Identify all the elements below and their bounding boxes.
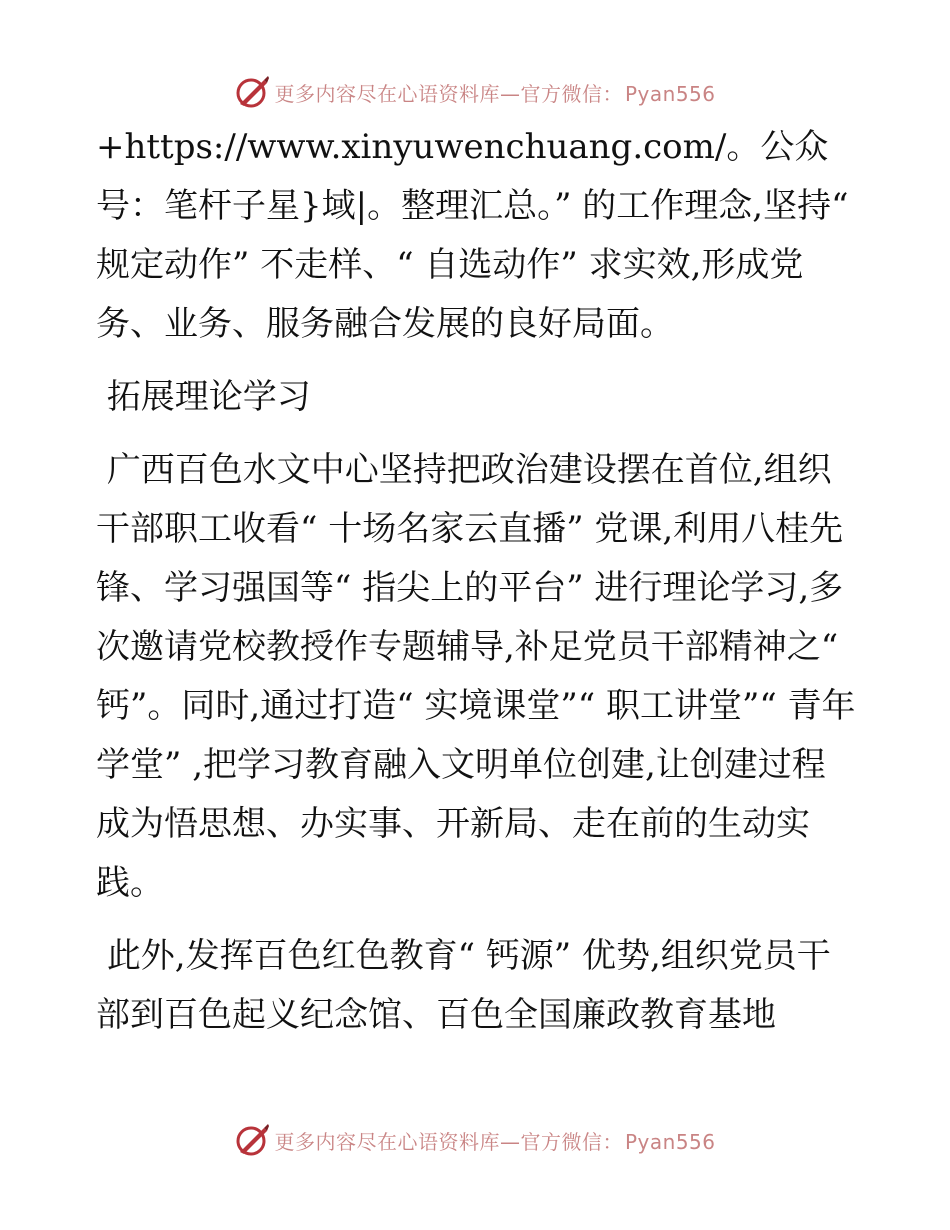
paragraph-2: 广西百色水文中心坚持把政治建设摆在首位,组织干部职工收看“ 十场名家云直播” 党课,利用八桂先锋、学习强国等“ 指尖上的平台” 进行理论学习,多次邀请党校教授作专题辅导,补足党员干部精神之“ 钙”。同时,通过打造“ 实境课堂”“ 职工讲堂”“ 青年学堂” ,把学习教育融入文明单位创建,让创建过程成为悟思想、办实事、开新局、走在前的生动实践。 [96,450,856,903]
footer-watermark [0,1120,950,1160]
paragraph-3: 此外,发挥百色红色教育“ 钙源” 优势,组织党员干部到百色起义纪念馆、百色全国廉政教育基地 [96,936,831,1035]
section-heading: 拓展理论学习 [96,377,311,417]
paragraph-1: +https://www.xinyuwenchuang.com/。公众号：笔杆子星}域|。整理汇总。” 的工作理念,坚持“ 规定动作” 不走样、“ 自选动作” 求实效,形成党务、业务、服务融合发展的良好局面。 [96,127,860,344]
wechat-id: Pyan556 [624,1129,716,1154]
document-body [96,118,860,1045]
header-watermark [0,72,950,112]
pen-logo-icon [234,1122,270,1158]
wechat-id: Pyan556 [624,81,716,106]
pen-logo-icon [234,74,270,110]
watermark-text: 更多内容尽在心语资料库—官方微信： Pyan556 [274,81,716,106]
watermark-text: 更多内容尽在心语资料库—官方微信： Pyan556 [274,1129,716,1154]
